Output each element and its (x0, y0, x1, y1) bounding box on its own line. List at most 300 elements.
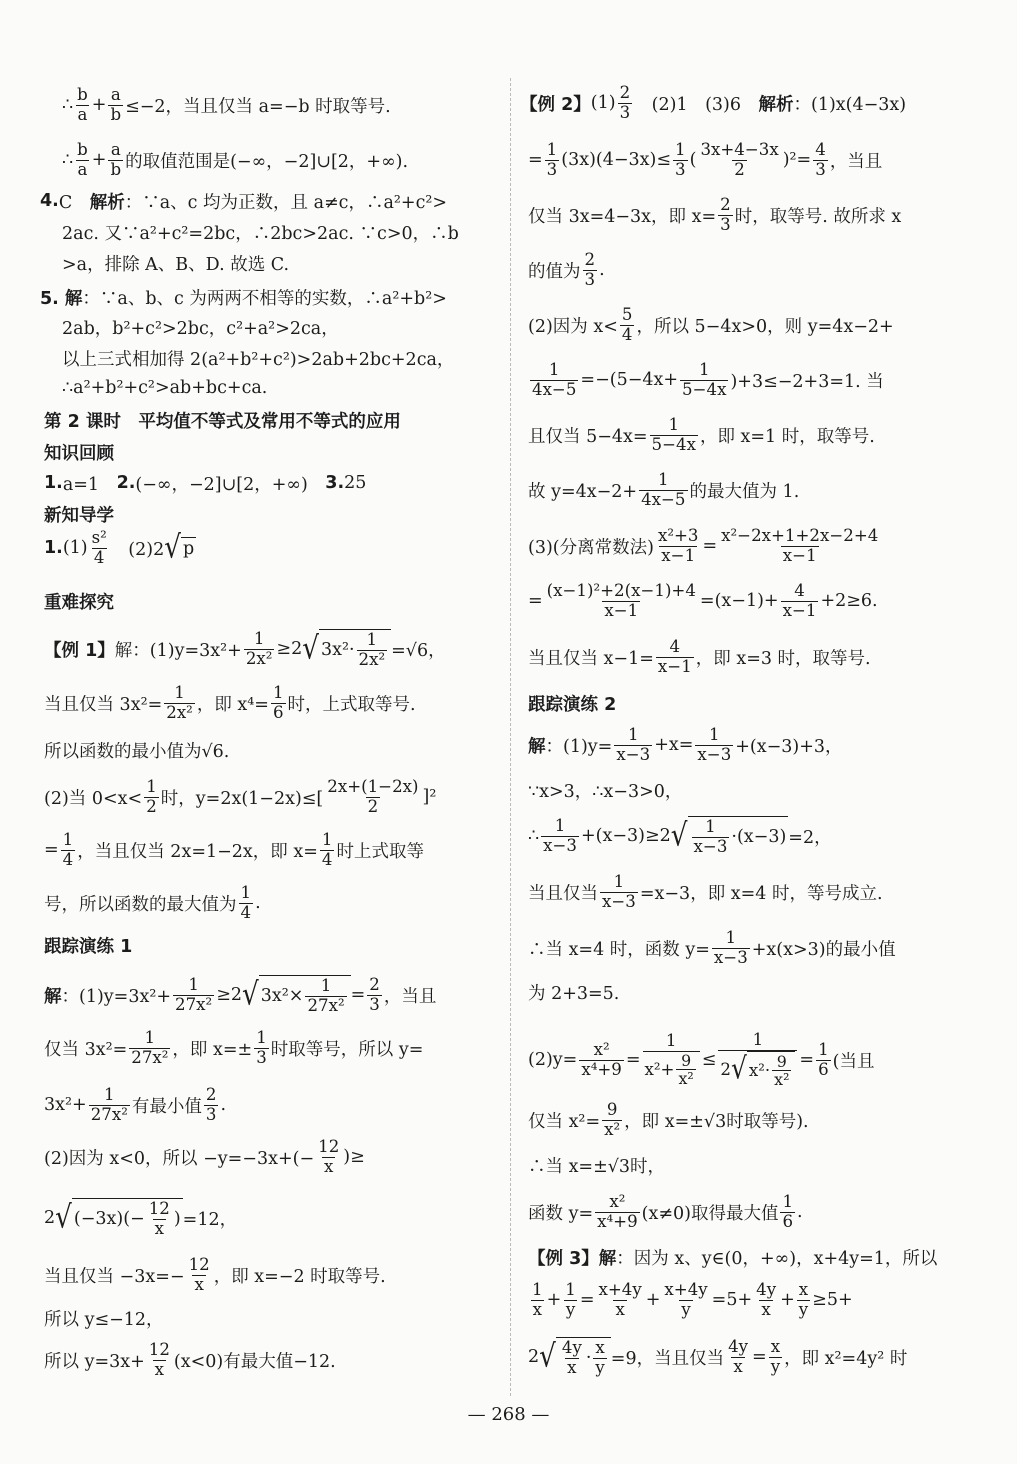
text-line (44, 1253, 386, 1297)
math-text: 2ac. 又∵a²+c²=2bc，∴2bc>2ac. ∵c>0，∴b (62, 223, 459, 244)
math-text: y (565, 1299, 576, 1319)
math-text: +2≥6. (820, 591, 878, 611)
math-text: (3)(分离常数法) (528, 537, 654, 558)
math-fraction (816, 1041, 831, 1079)
fraction-numerator (325, 778, 420, 796)
math-text: b (110, 159, 122, 179)
fraction-numerator (186, 976, 201, 994)
math-text: 3x+4−3x (700, 140, 779, 160)
math-text: (2)1 (3)6 (634, 94, 759, 115)
math-fraction (698, 141, 780, 179)
fraction-denominator (680, 380, 728, 399)
bold-label: 知识回顾 (44, 443, 114, 464)
math-text: 3 (256, 1047, 267, 1067)
math-text: x−3 (697, 744, 732, 764)
math-fraction (173, 976, 214, 1014)
fraction-denominator (692, 837, 730, 856)
math-text: 6 (272, 702, 284, 722)
math-text: x−1 (782, 545, 817, 565)
math-text: 号，所以函数的最大值为 (44, 894, 237, 915)
math-text: 1 (146, 777, 157, 797)
math-text: 4x−5 (641, 489, 686, 509)
math-text: a (77, 159, 88, 179)
math-text: ，即 x⁴= (196, 694, 269, 715)
text-line (528, 970, 619, 1014)
square-root (55, 1198, 183, 1238)
fraction-denominator (76, 105, 90, 124)
text-line (528, 1278, 853, 1322)
text-line (528, 1098, 809, 1142)
fraction-denominator (89, 1105, 130, 1124)
math-text: 时，取等号. 故所求 x (734, 206, 902, 227)
math-text: 4y (561, 1338, 582, 1358)
square-root (671, 816, 788, 856)
text-line (44, 627, 446, 671)
math-fraction (692, 818, 730, 856)
math-text: ：∵a、b、c 为两两不相等的实数，∴a²+b²> (82, 288, 447, 309)
math-fraction (676, 1052, 695, 1088)
math-fraction (75, 86, 90, 124)
math-text: 的最大值为 1. (689, 481, 800, 502)
math-text: 1 (782, 1192, 794, 1212)
math-fraction (61, 831, 76, 869)
math-text: x² (593, 1040, 610, 1060)
text-line (44, 526, 196, 570)
math-text: 2x² (245, 648, 273, 668)
math-text: 2 (44, 1208, 56, 1228)
fraction-denominator (659, 546, 697, 565)
math-text: )≥ (343, 1147, 365, 1167)
fraction-numerator (666, 416, 681, 434)
math-text: 1 (366, 630, 378, 650)
math-fraction (726, 1338, 750, 1376)
math-fraction (254, 1029, 269, 1067)
math-fraction (325, 778, 420, 816)
bold-label: 解 (598, 1248, 617, 1269)
text-line (44, 1083, 226, 1127)
math-fraction (614, 726, 652, 764)
math-text: ≤−2，当且仅当 a=−b 时取等号. (125, 96, 391, 117)
math-text: 4 (321, 849, 333, 869)
fraction-denominator (639, 490, 687, 509)
math-text: ≤ (701, 1050, 717, 1070)
math-text: 且仅当 5−4x= (528, 426, 648, 447)
math-text: ≥2 (276, 639, 303, 659)
fraction-numerator (592, 1041, 612, 1059)
fraction-numerator (102, 1086, 117, 1104)
fraction-denominator (600, 892, 638, 911)
fraction-denominator (769, 1357, 782, 1376)
math-text: 1 (188, 975, 199, 995)
math-text: 1 (320, 976, 332, 996)
math-fraction (656, 638, 694, 676)
math-text: ，所以 5−4x>0，则 y=4x−2+ (636, 316, 894, 337)
math-text: a (77, 104, 88, 124)
math-text: 1 (613, 872, 625, 892)
math-text: 2 (619, 83, 631, 103)
fraction-denominator (204, 1105, 219, 1124)
bold-label: 1. (44, 473, 63, 493)
math-text: x²−2x+1+2x−2+4 (721, 526, 879, 546)
fraction-numerator (90, 529, 109, 547)
fraction-numerator (593, 1339, 606, 1357)
math-text: 仅当 x²= (528, 1111, 601, 1132)
math-text: 1 (658, 470, 669, 490)
fraction-denominator (593, 1358, 606, 1377)
math-text: x² (609, 1192, 626, 1212)
fraction-denominator (357, 650, 388, 669)
radicand (747, 1051, 796, 1089)
text-line (44, 923, 132, 967)
math-text: s² (91, 528, 107, 548)
math-text: =x−3，即 x=4 时，等号成立. (639, 883, 883, 904)
math-text: 1 (668, 415, 680, 435)
math-text: (1) (590, 93, 616, 113)
math-text: 27x² (307, 995, 345, 1015)
text-line (528, 635, 871, 679)
math-fraction (244, 630, 275, 668)
fraction-denominator (781, 546, 819, 565)
math-fraction (530, 1281, 545, 1319)
math-text: 4x−5 (532, 379, 577, 399)
text-line (528, 138, 882, 182)
math-text: ) (173, 1209, 181, 1229)
math-fraction (673, 141, 688, 179)
math-text: 1 (548, 360, 560, 380)
text-line (528, 870, 883, 914)
text-line (44, 1196, 237, 1240)
math-fraction (320, 831, 335, 869)
fraction-numerator (553, 817, 568, 835)
math-text: +(x−3)+3， (735, 736, 843, 757)
fraction-numerator (612, 873, 627, 891)
math-text: 当且仅当 (528, 883, 598, 904)
math-text: 故 y=4x−2+ (528, 481, 638, 502)
math-text: 1 (272, 683, 284, 703)
math-fraction (595, 1193, 640, 1231)
math-text: 27x² (90, 1104, 128, 1124)
math-text: 3x²× (260, 986, 304, 1006)
fraction-numerator (547, 361, 562, 379)
text-line (528, 814, 832, 858)
math-fraction (164, 684, 195, 722)
math-text: 1 (253, 629, 265, 649)
math-fraction (204, 1086, 219, 1124)
math-fraction (712, 929, 750, 967)
math-text: ：(1)y=3x²+ (61, 986, 172, 1007)
fraction-denominator (656, 657, 694, 676)
bold-label: 3. (325, 473, 345, 493)
math-text: ∴当 x=4 时，函数 y= (528, 939, 710, 960)
text-line (44, 828, 424, 872)
bold-label: 【例 3】 (528, 1248, 599, 1269)
math-text: (x<0)有最大值−12. (173, 1351, 336, 1372)
math-fraction (643, 1032, 700, 1087)
math-text: 3x²+ (44, 1095, 87, 1115)
fraction-denominator (108, 105, 123, 124)
math-text: 4 (62, 849, 74, 869)
fraction-numerator (662, 1281, 709, 1299)
fraction-numerator (792, 582, 807, 600)
math-text: ∴当 x=±√3时， (528, 1156, 666, 1177)
fraction-numerator (618, 84, 633, 102)
math-text: 函数 y= (528, 1203, 594, 1224)
fraction-numerator (780, 1193, 795, 1211)
math-fraction (718, 196, 733, 234)
fraction-numerator (254, 1029, 269, 1047)
math-text: b (77, 85, 88, 105)
math-text: x⁴+9 (581, 1059, 622, 1079)
math-text: x−1 (657, 656, 692, 676)
radicand (259, 975, 351, 1015)
math-text: 当且仅当 3x²= (44, 694, 163, 715)
math-text: (x≠0)取得最大值 (641, 1203, 779, 1224)
math-text: 所以 y≤−12， (44, 1309, 164, 1330)
math-text: 3 (720, 214, 731, 234)
bold-label: 1. (44, 538, 63, 558)
math-fraction (597, 1281, 644, 1319)
math-text: 12 (148, 1199, 170, 1219)
fraction-numerator (673, 141, 688, 159)
bold-label: 5. 解 (40, 288, 83, 309)
text-line (528, 723, 843, 767)
fraction-numerator (626, 726, 641, 744)
math-text: 当且仅当 x−1= (528, 648, 654, 669)
radical-sign-icon: √ (242, 976, 259, 1013)
math-text: 2 (146, 796, 157, 816)
math-text: ：∵a、c 均为正数，且 a≠c，∴a²+c²> (124, 192, 448, 213)
math-text: 4 (669, 637, 681, 657)
math-fraction (797, 1281, 810, 1319)
math-text: y (770, 1356, 781, 1376)
math-fraction (781, 582, 819, 620)
fraction-denominator (153, 1219, 166, 1238)
fraction-numerator (61, 831, 76, 849)
math-text: ]² (422, 787, 437, 807)
text-line (44, 973, 436, 1017)
text-line (44, 881, 261, 925)
fraction-numerator (530, 1281, 545, 1299)
math-text: x² (774, 1070, 790, 1090)
fraction-numerator (147, 1341, 172, 1359)
math-text: (当且 (832, 1051, 875, 1072)
text-line (528, 926, 896, 970)
math-text: 仅当 3x²= (44, 1039, 128, 1060)
fraction-denominator (541, 836, 579, 855)
math-text: 1 (709, 725, 720, 745)
math-fraction (600, 873, 638, 911)
math-fraction (695, 726, 733, 764)
math-text: (2)因为 x<0，所以 −y=−3x+(− (44, 1148, 315, 1169)
square-root (242, 975, 351, 1015)
fraction-denominator (173, 995, 214, 1014)
math-text: · (585, 1348, 592, 1368)
fraction-numerator (319, 977, 334, 995)
fraction-denominator (781, 601, 819, 620)
math-text: ∵x>3，∴x−3>0， (528, 781, 683, 802)
math-text: (2)2 (110, 539, 165, 560)
math-text: (1) (62, 538, 88, 558)
fraction-numerator (668, 638, 683, 656)
math-text: =2， (788, 827, 832, 848)
fraction-numerator (707, 726, 722, 744)
math-text: 1 (565, 1280, 576, 1300)
fraction-numerator (560, 1339, 584, 1357)
text-line (528, 193, 901, 237)
text-line (528, 524, 882, 568)
math-fraction (530, 361, 578, 399)
math-text: 1 (321, 830, 333, 850)
fraction-denominator (816, 1060, 831, 1079)
fraction-denominator (759, 1300, 772, 1319)
math-text: ，即 x=1 时，取等号. (699, 426, 875, 447)
math-fraction (90, 529, 109, 567)
fraction-denominator (718, 1050, 797, 1089)
math-text: 3 (675, 159, 686, 179)
math-text: 1 (174, 683, 185, 703)
math-fraction (650, 416, 698, 454)
fraction-numerator (679, 1052, 693, 1069)
math-text: 27x² (175, 994, 213, 1014)
math-text: 3 (815, 159, 826, 179)
text-line (528, 248, 605, 292)
math-text: ，即 x=3 时，取等号. (695, 648, 871, 669)
math-text: x−3 (713, 947, 748, 967)
math-text: x (798, 1280, 809, 1300)
math-fraction (772, 1053, 791, 1089)
fraction-numerator (697, 361, 712, 379)
fraction-numerator (719, 527, 880, 545)
radicand (181, 537, 196, 559)
math-text: )+3≤−2+3=1. 当 (730, 371, 884, 392)
math-text: 1 (725, 928, 737, 948)
fraction-denominator (620, 325, 635, 344)
fraction-denominator (732, 160, 747, 179)
radicand (319, 629, 391, 669)
math-text: =−(5−4x+ (580, 370, 679, 390)
math-text: 4 (93, 547, 105, 567)
radical-sign-icon: √ (539, 1338, 556, 1375)
math-fraction (718, 1031, 797, 1088)
radical-sign-icon: √ (164, 529, 181, 566)
math-fraction (754, 1281, 778, 1319)
math-text: 2 (369, 975, 380, 995)
fraction-denominator (679, 1300, 692, 1319)
fraction-numerator (204, 1086, 219, 1104)
text-line (528, 681, 616, 725)
text-line (528, 303, 894, 347)
math-text: x (615, 1299, 625, 1319)
fraction-denominator (76, 160, 90, 179)
math-text: (−∞，−2]∪[2，+∞) (135, 474, 326, 495)
math-fraction (639, 471, 687, 509)
math-text: 时，y=2x(1−2x)≤[ (160, 788, 324, 809)
fraction-numerator (365, 631, 380, 649)
math-text: x+4y (598, 1280, 642, 1300)
fraction-numerator (620, 306, 635, 324)
fraction-denominator (153, 1360, 166, 1379)
math-text: + (91, 150, 107, 170)
math-text: 1 (240, 883, 252, 903)
math-text: 解：(1)y=3x²+ (114, 640, 242, 661)
fraction-numerator (109, 86, 123, 104)
fraction-numerator (754, 1281, 778, 1299)
math-text: y (798, 1299, 809, 1319)
fraction-numerator (172, 684, 187, 702)
math-text: ，当且仅当 2x=1−2x，即 x= (77, 841, 318, 862)
math-text: 2 (367, 796, 379, 816)
fraction-denominator (673, 160, 688, 179)
fraction-numerator (605, 1101, 620, 1119)
math-text: ：(1)x(4−3x) (793, 94, 907, 115)
math-text: 4 (621, 324, 633, 344)
math-text: y (681, 1299, 691, 1319)
fraction-denominator (129, 1048, 170, 1067)
math-text: + (780, 1290, 795, 1310)
math-text: a=1 (62, 474, 117, 495)
text-line (528, 1335, 907, 1379)
fraction-numerator (607, 1193, 627, 1211)
math-text: x (324, 1156, 334, 1176)
bold-label: 解 (528, 736, 546, 757)
math-text: 6 (818, 1059, 829, 1079)
fraction-numerator (664, 1032, 679, 1050)
math-fraction (187, 1256, 212, 1294)
text-line (528, 1190, 803, 1234)
math-text: x (194, 1274, 204, 1294)
math-text: +x= (654, 735, 694, 755)
math-text: ( (689, 150, 697, 170)
fraction-denominator (192, 1275, 205, 1294)
fraction-numerator (109, 141, 123, 159)
math-text: b (77, 140, 88, 160)
fraction-numerator (751, 1031, 766, 1049)
fraction-numerator (698, 141, 780, 159)
math-text: 2 (205, 1085, 217, 1105)
fraction-numerator (147, 1200, 172, 1218)
square-root (731, 1051, 795, 1089)
fraction-denominator (718, 215, 733, 234)
math-text: x² (604, 1119, 621, 1139)
math-text: ，即 x=−2 时取等号. (213, 1266, 386, 1287)
math-text: 9 (776, 1051, 787, 1071)
math-text: . (599, 260, 605, 280)
math-text: 5−4x (651, 434, 696, 454)
text-line (44, 1296, 164, 1340)
math-text: x−1 (661, 545, 696, 565)
fraction-denominator (164, 703, 195, 722)
radical-sign-icon: √ (730, 1051, 747, 1086)
math-text: =9，当且仅当 (610, 1348, 725, 1369)
text-line (528, 468, 799, 512)
math-fraction (593, 1339, 606, 1377)
math-text: x²+3 (657, 526, 699, 546)
fraction-denominator (650, 435, 698, 454)
fraction-numerator (271, 684, 286, 702)
math-text: 2 (734, 159, 745, 179)
fraction-denominator (144, 797, 159, 816)
math-text: =5+ (711, 1290, 753, 1310)
radical-sign-icon: √ (302, 630, 319, 667)
fraction-numerator (726, 1338, 750, 1356)
math-fraction (89, 1086, 130, 1124)
math-text: 1 (62, 830, 74, 850)
text-line (44, 1135, 365, 1179)
math-text: 1 (705, 817, 716, 837)
text-line (44, 1338, 336, 1382)
fraction-numerator (656, 527, 701, 545)
math-text: ：(1)y= (545, 736, 613, 757)
